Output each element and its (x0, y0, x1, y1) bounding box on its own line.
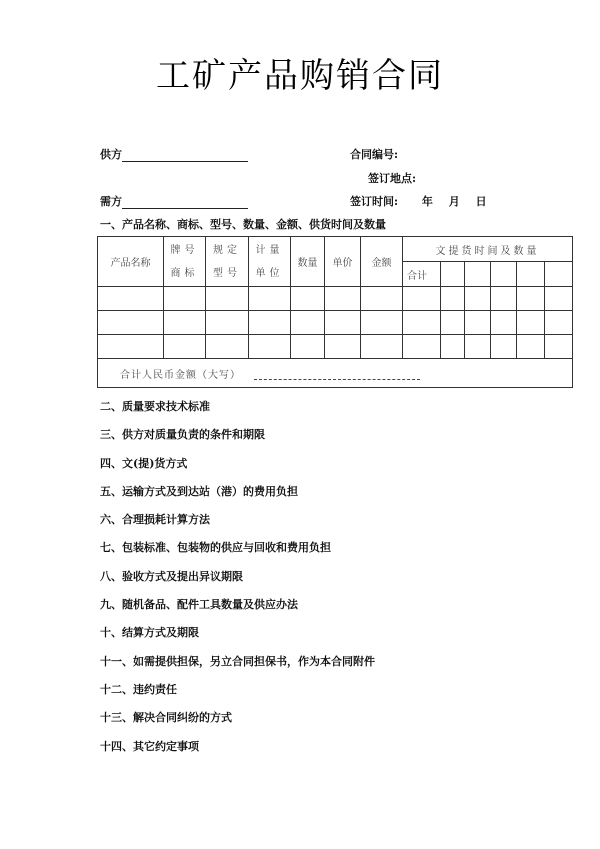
cell[interactable] (517, 335, 545, 359)
sign-time-field (350, 193, 487, 209)
clause-item: 二、质量要求技术标准 (100, 400, 210, 413)
clause-item: 九、随机备品、配件工具数量及供应办法 (100, 598, 298, 612)
sign-time-label: 签订时间: (350, 195, 399, 208)
clause-item: 十一、如需提供担保，另立合同担保书，作为本合同附件 (100, 654, 375, 668)
header-amount: 金额 (361, 237, 403, 287)
cell[interactable] (98, 287, 164, 311)
clause-item: 十、结算方式及期限 (100, 626, 199, 640)
month-label: 月 (448, 195, 460, 208)
cell[interactable] (517, 287, 545, 311)
cell[interactable] (465, 287, 491, 311)
cell[interactable] (361, 311, 403, 335)
total-amount-label: 合计人民币金额（大写） (120, 370, 241, 381)
header-subtotal: 合计 (403, 262, 441, 287)
cell[interactable] (206, 287, 249, 311)
cell[interactable] (465, 311, 491, 335)
section-1-heading: 一、产品名称、商标、型号、数量、金额、供货时间及数量 (100, 218, 386, 231)
sign-place-field (368, 170, 416, 186)
cell[interactable] (545, 311, 573, 335)
clause-list (100, 400, 570, 768)
cell[interactable] (491, 335, 517, 359)
cell[interactable] (403, 335, 441, 359)
clause-item: 五、运输方式及到达站（港）的费用负担 (100, 484, 298, 498)
buyer-field (100, 193, 248, 209)
cell[interactable] (325, 335, 361, 359)
cell[interactable] (249, 311, 291, 335)
cell[interactable] (545, 287, 573, 311)
sign-place-label: 签订地点: (368, 172, 417, 185)
total-amount-blank[interactable] (254, 379, 420, 380)
header-quantity: 数量 (291, 237, 325, 287)
table-row (98, 311, 573, 335)
contract-title: 工矿产品购销合同 (156, 56, 444, 96)
cell[interactable] (325, 311, 361, 335)
cell[interactable] (291, 311, 325, 335)
cell[interactable] (403, 311, 441, 335)
table-row (98, 287, 573, 311)
clause-item: 三、供方对质量负责的条件和期限 (100, 428, 265, 442)
cell[interactable] (361, 287, 403, 311)
delivery-slot-3 (491, 262, 517, 287)
cell[interactable] (249, 287, 291, 311)
header-brand: 牌号 商标 (164, 237, 206, 287)
cell[interactable] (98, 335, 164, 359)
cell[interactable] (517, 311, 545, 335)
table-header-row (98, 237, 573, 262)
cell[interactable] (164, 335, 206, 359)
clause-item: 十三、解决合同纠纷的方式 (100, 711, 232, 725)
cell[interactable] (98, 311, 164, 335)
cell[interactable] (441, 311, 465, 335)
clause-item: 十四、其它约定事项 (100, 739, 199, 753)
header-unit: 计量 单位 (249, 237, 291, 287)
table-row (98, 335, 573, 359)
cell[interactable] (325, 287, 361, 311)
day-label: 日 (475, 195, 487, 208)
buyer-blank-line[interactable] (122, 197, 248, 209)
clause-item: 八、验收方式及提出异议期限 (100, 569, 243, 583)
cell[interactable] (291, 335, 325, 359)
supplier-label: 供方 (100, 148, 122, 161)
table-total-row (98, 359, 573, 388)
cell[interactable] (361, 335, 403, 359)
delivery-slot-4 (517, 262, 545, 287)
cell[interactable] (491, 311, 517, 335)
cell[interactable] (441, 335, 465, 359)
header-delivery: 文提货时间及数量 (403, 237, 573, 262)
clause-item: 六、合理损耗计算方法 (100, 513, 210, 527)
clause-item: 十二、违约责任 (100, 682, 177, 696)
clause-item: 四、文(提)货方式 (100, 456, 188, 470)
contract-no-field (350, 146, 398, 162)
cell[interactable] (545, 335, 573, 359)
delivery-slot-1 (441, 262, 465, 287)
clause-item: 七、包装标准、包装物的供应与回收和费用负担 (100, 541, 331, 555)
cell[interactable] (164, 287, 206, 311)
year-label: 年 (421, 195, 433, 208)
cell[interactable] (403, 287, 441, 311)
cell[interactable] (206, 311, 249, 335)
cell[interactable] (164, 311, 206, 335)
cell[interactable] (491, 287, 517, 311)
supplier-blank-line[interactable] (122, 150, 248, 162)
cell[interactable] (291, 287, 325, 311)
goods-table (97, 236, 573, 388)
cell[interactable] (249, 335, 291, 359)
buyer-label: 需方 (100, 195, 122, 208)
delivery-slot-2 (465, 262, 491, 287)
header-product-name: 产品名称 (98, 237, 164, 287)
total-cell[interactable] (98, 359, 573, 388)
header-unit-price: 单价 (325, 237, 361, 287)
cell[interactable] (206, 335, 249, 359)
cell[interactable] (441, 287, 465, 311)
supplier-field (100, 146, 248, 162)
header-spec: 规定 型号 (206, 237, 249, 287)
delivery-slot-5 (545, 262, 573, 287)
cell[interactable] (465, 335, 491, 359)
contract-no-label: 合同编号: (350, 148, 399, 161)
